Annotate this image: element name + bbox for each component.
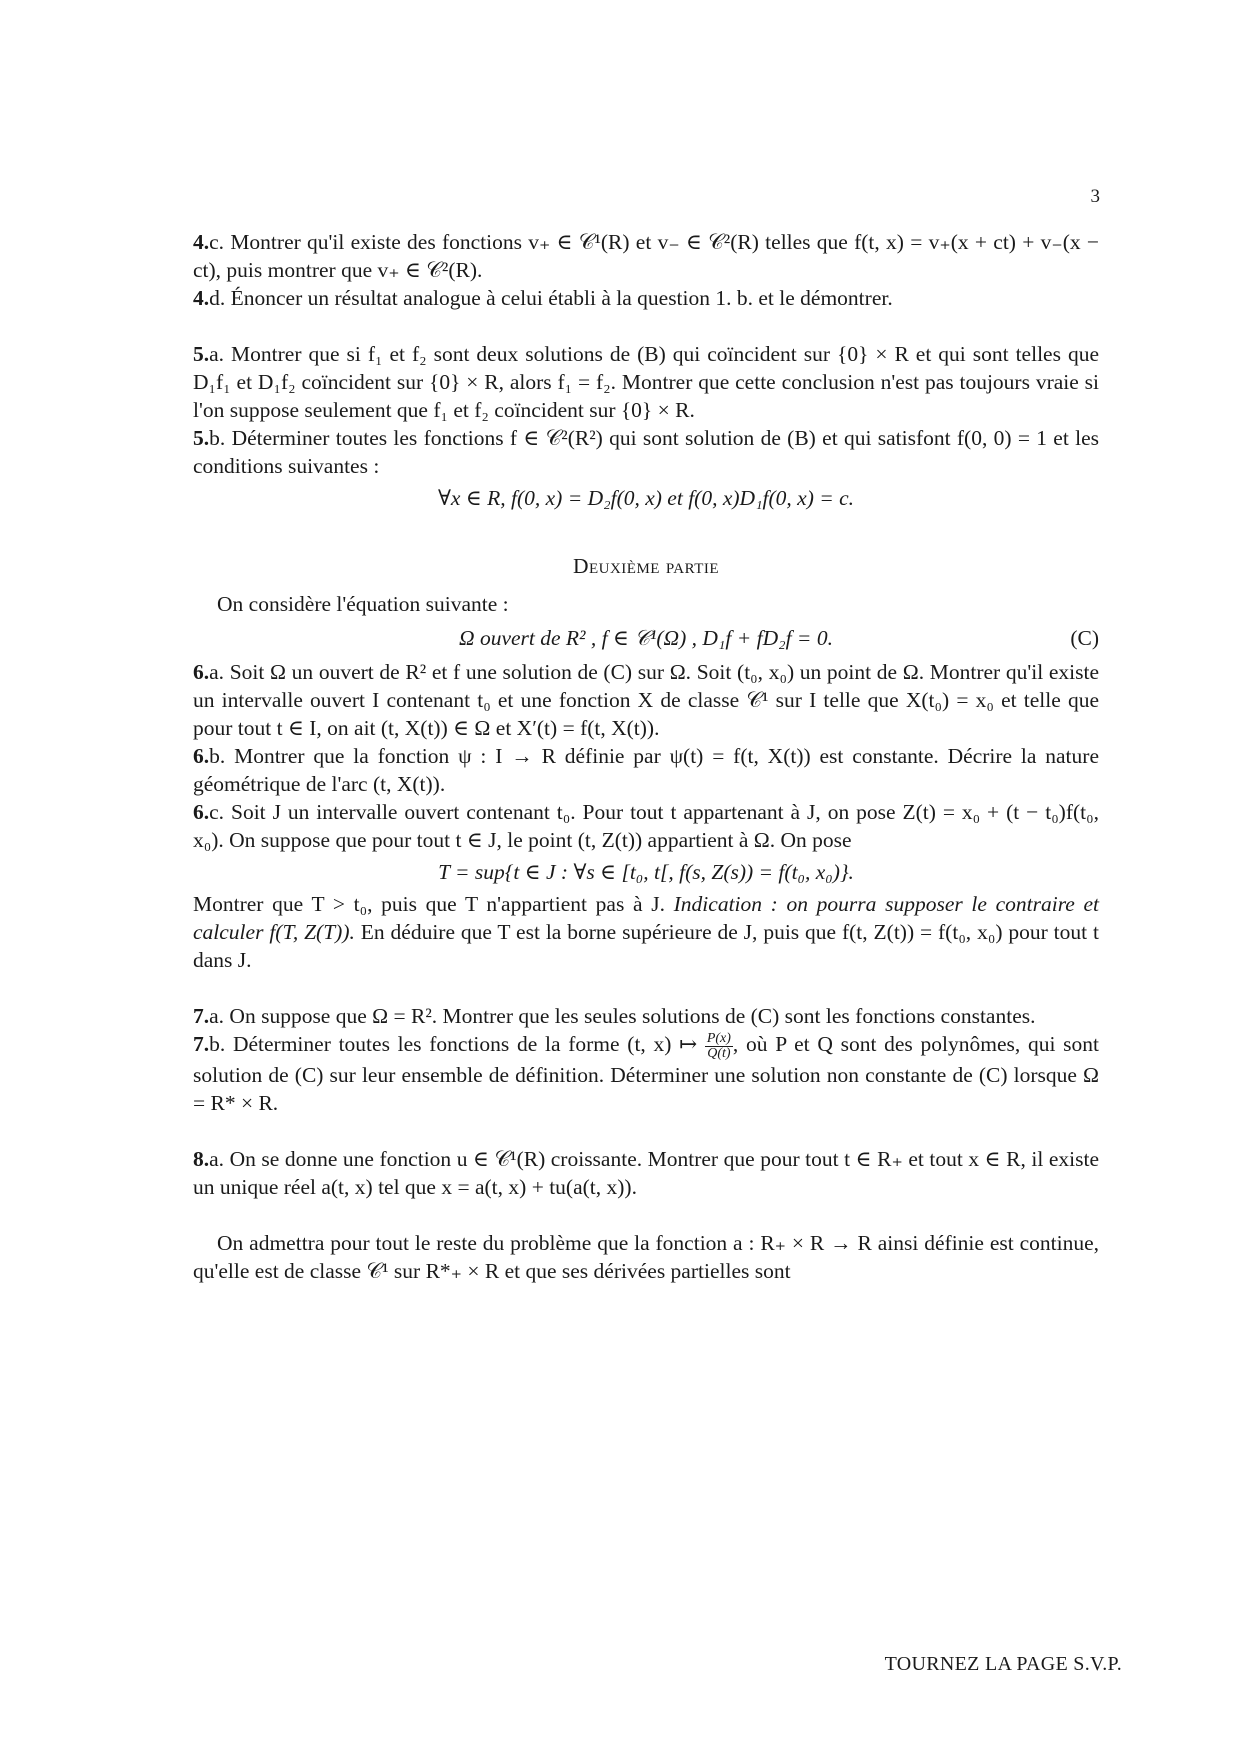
question-5b: 5.b. Déterminer toutes les fonctions f ∈ 𝒞²(R²) qui sont solution de (B) et qui satisfont f(0, 0) = 1 et les conditions suivantes : bbox=[193, 426, 1100, 478]
footer-note: TOURNEZ LA PAGE S.V.P. bbox=[884, 1653, 1122, 1675]
question-6b: 6.b. Montrer que la fonction ψ : I → R définie par ψ(t) = f(t, X(t)) est constante. Décrire la nature géométrique de l'arc (t, X(t)). bbox=[193, 744, 1099, 796]
question-5a: 5.a. Montrer que si f₁ et f₂ sont deux solutions de (B) qui coïncident sur {0} × R et qui sont telles que D₁f₁ et D₁f₂ coïncident sur {0} × R, alors f₁ = f₂. Montrer que cette conclusion n'est pas toujours vraie si l'on suppose seulement que f₁ et f₂ coïncident sur {0} × R. bbox=[193, 342, 1099, 422]
question-text: Déterminer toutes les fonctions f ∈ 𝒞²(R²) qui sont solution de (B) et qui satisfont f(0, 0) = 1 et les conditions suivantes : bbox=[193, 426, 1100, 478]
question-text: Montrer que si f₁ et f₂ sont deux solutions de (B) qui coïncident sur {0} × R et qui sont telles que D₁f₁ et D₁f₂ coïncident sur {0} × R, alors f₁ = f₂. Montrer que cette conclusion n'est pas toujours vraie si l'on suppose seulement que f₁ et f₂ coïncident sur {0} × R. bbox=[193, 342, 1099, 422]
question-4c: 4.c. Montrer qu'il existe des fonctions v₊ ∈ 𝒞¹(R) et v₋ ∈ 𝒞²(R) telles que f(t, x) = v₊(x + ct) + v₋(x − ct), puis montrer que v₊ ∈ 𝒞²(R). bbox=[193, 230, 1099, 282]
page-number: 3 bbox=[1090, 186, 1100, 207]
question-6a: 6.a. Soit Ω un ouvert de R² et f une solution de (C) sur Ω. Soit (t₀, x₀) un point de Ω. Montrer qu'il existe un intervalle ouvert I contenant t₀ et une fonction X de classe 𝒞¹ sur I telle que X(t₀) = x₀ et telle que pour tout t ∈ I, on ait (t, X(t)) ∈ Ω et X′(t) = f(t, X(t)). bbox=[193, 660, 1099, 740]
intro-text: On considère l'équation suivante : bbox=[217, 592, 509, 616]
question-text: On suppose que Ω = R². Montrer que les seules solutions de (C) sont les fonctions constantes. bbox=[229, 1004, 1036, 1028]
fraction: $\frac{P(x)}{Q(t)}$ bbox=[706, 1030, 731, 1061]
indication: Indication : on pourra supposer le contraire et calculer f(T, Z(T)). bbox=[193, 892, 1099, 944]
equation-label: (C) bbox=[1070, 626, 1099, 650]
question-text: Montrer que la fonction ψ : I → R définie par ψ(t) = f(t, X(t)) est constante. Décrire la nature géométrique de l'arc (t, X(t)). bbox=[193, 744, 1099, 796]
question-text: Montrer qu'il existe des fonctions v₊ ∈ 𝒞¹(R) et v₋ ∈ 𝒞²(R) telles que f(t, x) = v₊(x + ct) + v₋(x − ct), puis montrer que v₊ ∈ 𝒞²(R). bbox=[193, 230, 1099, 282]
question-7a: 7.a. On suppose que Ω = R². Montrer que les seules solutions de (C) sont les fonctions constantes. bbox=[193, 1004, 1036, 1028]
question-text: Soit J un intervalle ouvert contenant t₀. Pour tout t appartenant à J, on pose Z(t) = x₀ + (t − t₀)f(t₀, x₀). On suppose que pour tout t ∈ J, le point (t, Z(t)) appartient à Ω. On pose bbox=[193, 800, 1100, 852]
question-4d: 4.d. Énoncer un résultat analogue à celui établi à la question 1. b. et le démontrer. bbox=[193, 286, 893, 310]
question-7b: 7.b. Déterminer toutes les fonctions de la forme (t, x) ↦ $\frac{P(x)}{Q(t)}$ , où P et Q sont des polynômes, qui sont solution de (C) sur leur ensemble de définition. Déterminer une solution non constante de (C) lorsque Ω = R* × R. bbox=[193, 1030, 1099, 1115]
question-6c-continued: Montrer que T > t₀, puis que T n'appartient pas à J. Indication : on pourra supposer le contraire et calculer f(T, Z(T)). En déduire que T est la borne supérieure de J, puis que f(t, Z(t)) = f(t₀, x₀) pour tout t dans J. bbox=[193, 892, 1099, 972]
question-8a: 8.a. On se donne une fonction u ∈ 𝒞¹(R) croissante. Montrer que pour tout t ∈ R₊ et tout x ∈ R, il existe un unique réel a(t, x) tel que x = a(t, x) + tu(a(t, x)). bbox=[193, 1146, 1100, 1199]
section-title: Deuxième partie bbox=[572, 554, 720, 578]
question-text: On se donne une fonction u ∈ 𝒞¹(R) croissante. Montrer que pour tout t ∈ R₊ et tout x ∈ R, il existe un unique réel a(t, x) tel que x = a(t, x) + tu(a(t, x)). bbox=[193, 1146, 1100, 1199]
question-text: Énoncer un résultat analogue à celui établi à la question 1. b. et le démontrer. bbox=[230, 286, 893, 310]
equation-c: Ω ouvert de R² , f ∈ 𝒞¹(Ω) , D₁f + fD₂f = 0. (C) bbox=[459, 626, 1099, 650]
final-paragraph: On admettra pour tout le reste du problème que la fonction a : R₊ × R → R ainsi définie est continue, qu'elle est de classe 𝒞¹ sur R*₊ × R et que ses dérivées partielles sont bbox=[193, 1230, 1099, 1283]
equation-6c: T = sup{t ∈ J : ∀s ∈ [t₀, t[, f(s, Z(s)) = f(t₀, x₀)}. bbox=[438, 860, 854, 884]
document-body bbox=[193, 228, 1099, 1285]
equation-5b: ∀x ∈ R, f(0, x) = D₂f(0, x) et f(0, x)D₁f(0, x) = c. bbox=[437, 486, 855, 510]
question-text: Soit Ω un ouvert de R² et f une solution de (C) sur Ω. Soit (t₀, x₀) un point de Ω. Montrer qu'il existe un intervalle ouvert I contenant t₀ et une fonction X de classe 𝒞¹ sur I telle que X(t₀) = x₀ et telle que pour tout t ∈ I, on ait (t, X(t)) ∈ Ω et X′(t) = f(t, X(t)). bbox=[193, 660, 1099, 740]
question-6c: 6.c. Soit J un intervalle ouvert contenant t₀. Pour tout t appartenant à J, on pose Z(t) = x₀ + (t − t₀)f(t₀, x₀). On suppose que pour tout t ∈ J, le point (t, Z(t)) appartient à Ω. On pose bbox=[193, 800, 1100, 852]
